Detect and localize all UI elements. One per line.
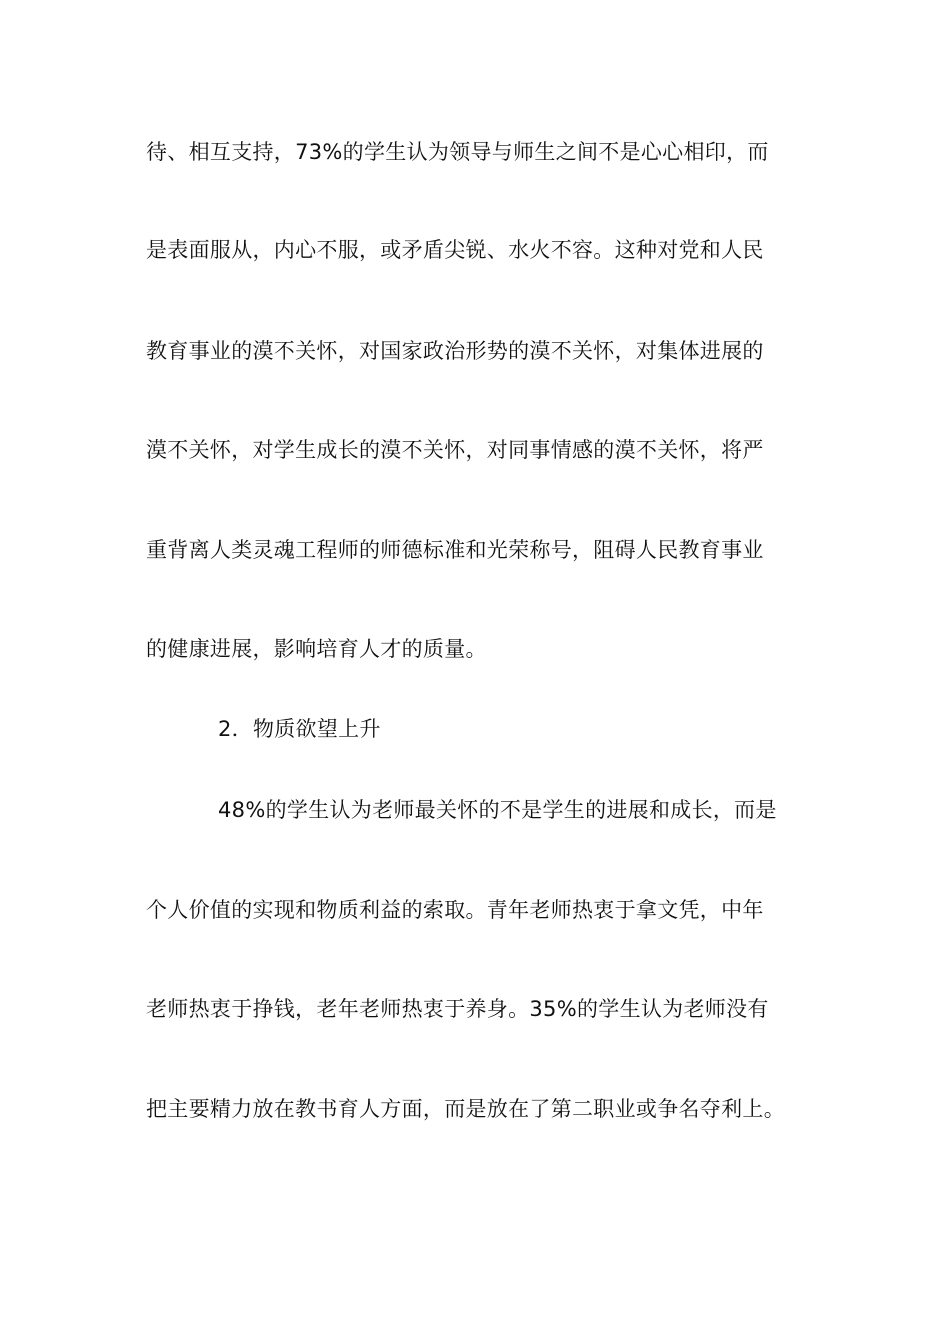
paragraph-2-line-1: 48%的学生认为老师最关怀的不是学生的进展和成长，而是 xyxy=(218,798,777,822)
paragraph-1-line-2: 是表面服从，内心不服，或矛盾尖锐、水火不容。这种对党和人民 xyxy=(146,238,764,262)
paragraph-1-line-6: 的健康进展，影响培育人才的质量。 xyxy=(146,637,487,661)
section-heading: 2．物质欲望上升 xyxy=(218,717,381,741)
paragraph-1-line-5: 重背离人类灵魂工程师的师德标准和光荣称号，阻碍人民教育事业 xyxy=(146,538,764,562)
paragraph-2-line-4: 把主要精力放在教书育人方面，而是放在了第二职业或争名夺利上。 xyxy=(146,1097,785,1121)
paragraph-1-line-4: 漠不关怀，对学生成长的漠不关怀，对同事情感的漠不关怀，将严 xyxy=(146,438,764,462)
paragraph-2-line-2: 个人价值的实现和物质利益的索取。青年老师热衷于拿文凭，中年 xyxy=(146,898,764,922)
paragraph-1-line-1: 待、相互支持，73%的学生认为领导与师生之间不是心心相印，而 xyxy=(146,140,769,164)
paragraph-1-line-3: 教育事业的漠不关怀，对国家政治形势的漠不关怀，对集体进展的 xyxy=(146,339,764,363)
paragraph-2-line-3: 老师热衷于挣钱，老年老师热衷于养身。35%的学生认为老师没有 xyxy=(146,997,769,1021)
